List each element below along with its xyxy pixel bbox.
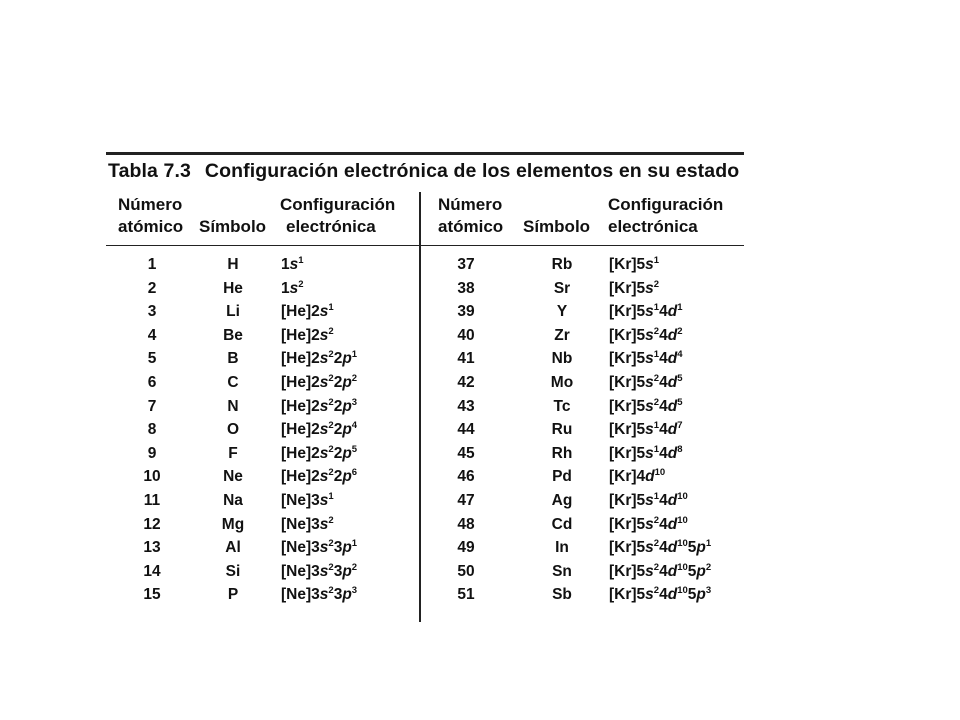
config-segment: s — [319, 539, 329, 557]
electron-configuration — [609, 468, 665, 486]
config-segment: d — [667, 562, 678, 580]
config-segment: s — [645, 303, 654, 321]
element-symbol: Si — [225, 562, 241, 580]
electron-configuration — [609, 374, 682, 392]
config-segment: 2 — [653, 561, 660, 573]
atomic-number: 37 — [457, 256, 475, 273]
config-segment: [He]2 — [281, 421, 320, 439]
config-segment: s — [645, 256, 654, 273]
electron-configuration — [609, 398, 682, 416]
config-segment: 2 — [328, 325, 334, 337]
config-segment: 10 — [677, 561, 688, 573]
electron-configuration — [281, 398, 357, 416]
config-segment: s — [289, 279, 299, 297]
config-segment: d — [667, 350, 678, 368]
config-segment: [Kr]5 — [609, 303, 646, 321]
config-segment: d — [667, 539, 678, 557]
config-segment: 4 — [351, 420, 358, 432]
config-segment: 5 — [687, 562, 697, 580]
config-segment: 1 — [653, 255, 660, 266]
atomic-number: 51 — [457, 586, 475, 604]
config-segment: 4 — [659, 303, 668, 321]
atomic-number: 40 — [457, 326, 475, 344]
config-segment: 5 — [687, 539, 697, 557]
config-segment: d — [667, 397, 678, 415]
config-segment: 1 — [705, 538, 712, 550]
config-segment: 7 — [677, 420, 683, 432]
config-segment: 2 — [333, 421, 343, 439]
config-segment: p — [342, 373, 352, 391]
config-segment: d — [667, 586, 678, 604]
config-segment: [Kr]5 — [609, 326, 646, 344]
electron-configuration — [281, 492, 334, 510]
header-simbolo-left: Símbolo — [199, 217, 267, 236]
config-segment: s — [645, 586, 654, 604]
config-segment: p — [696, 539, 706, 557]
config-segment: [Kr]5 — [609, 279, 646, 297]
config-segment: 2 — [328, 561, 334, 573]
element-symbol: P — [227, 586, 239, 604]
config-segment: 5 — [677, 396, 683, 408]
column-divider — [419, 192, 421, 622]
config-segment: s — [645, 421, 654, 439]
element-symbol: O — [226, 421, 240, 439]
element-symbol: Al — [225, 539, 241, 557]
config-segment: 2 — [653, 538, 660, 550]
config-segment: s — [319, 491, 329, 509]
config-segment: 4 — [659, 586, 668, 604]
config-segment: 2 — [653, 325, 660, 337]
config-segment: [He]2 — [281, 373, 320, 391]
atomic-number: 41 — [457, 350, 475, 368]
config-segment: p — [342, 539, 352, 557]
config-segment: s — [319, 421, 329, 439]
config-segment: 3 — [351, 396, 358, 408]
config-segment: p — [342, 468, 352, 486]
config-segment: [Ne]3 — [281, 515, 320, 533]
config-segment: 3 — [333, 562, 343, 580]
electron-configuration — [281, 539, 357, 557]
config-segment: 3 — [333, 586, 343, 604]
config-segment: 5 — [687, 586, 697, 604]
config-segment: [Ne]3 — [281, 562, 320, 580]
config-segment: [Kr]5 — [609, 444, 646, 462]
config-segment: 2 — [705, 561, 712, 573]
config-segment: 1 — [328, 490, 334, 502]
config-segment: 2 — [328, 443, 334, 455]
config-segment: [Kr]5 — [609, 421, 646, 439]
config-segment: 4 — [659, 373, 668, 391]
electron-configuration — [609, 256, 659, 274]
element-symbol: Pd — [552, 468, 572, 486]
config-segment: s — [645, 491, 654, 509]
config-segment: 5 — [351, 443, 358, 455]
config-segment: d — [667, 373, 678, 391]
config-segment: s — [319, 444, 329, 462]
header-configuracion-right: Configuración electrónica — [608, 195, 724, 236]
table-caption: Configuración electrónica de los elementos en su estado — [204, 160, 740, 182]
atomic-number: 15 — [143, 586, 161, 604]
atomic-number: 10 — [143, 468, 161, 486]
config-segment: [He]2 — [281, 326, 320, 344]
electron-configuration — [281, 327, 334, 345]
header-configuracion-left: Configuración electrónica — [280, 195, 396, 236]
config-segment: 4 — [659, 444, 668, 462]
electron-configuration — [281, 586, 357, 604]
electron-configuration — [281, 468, 357, 486]
config-segment: [Kr]5 — [609, 350, 646, 368]
config-segment: p — [342, 397, 352, 415]
config-segment: s — [645, 562, 654, 580]
config-segment: 2 — [653, 396, 660, 408]
atomic-number: 9 — [147, 444, 157, 462]
config-segment: 10 — [677, 514, 688, 526]
config-segment: 3 — [705, 585, 712, 597]
table-number: Tabla 7.3 — [108, 160, 191, 182]
element-symbol: B — [227, 350, 239, 368]
atomic-number: 44 — [457, 421, 475, 439]
config-segment: 4 — [659, 515, 668, 533]
config-segment: s — [319, 397, 329, 415]
element-symbol: In — [555, 539, 569, 557]
config-segment: 4 — [659, 539, 668, 557]
element-symbol: Li — [226, 303, 240, 321]
atomic-number: 13 — [143, 539, 161, 557]
element-symbol: Tc — [553, 397, 571, 415]
config-segment: s — [645, 350, 654, 368]
config-segment: d — [667, 515, 678, 533]
electron-configuration — [609, 516, 688, 534]
config-segment: s — [319, 562, 329, 580]
config-segment: [Kr]4 — [609, 468, 646, 486]
atomic-number: 3 — [147, 303, 157, 321]
element-symbol: Y — [556, 303, 568, 321]
electron-configuration — [609, 445, 682, 463]
config-segment: [He]2 — [281, 444, 320, 462]
config-segment: s — [319, 350, 329, 368]
config-segment: p — [696, 562, 706, 580]
electron-configuration — [609, 492, 688, 510]
config-segment: [Kr]5 — [609, 373, 646, 391]
element-symbol: He — [223, 279, 243, 297]
config-segment: [Kr]5 — [609, 586, 646, 604]
config-segment: 10 — [677, 490, 688, 502]
config-segment: [He]2 — [281, 397, 320, 415]
element-symbol: Rh — [551, 444, 573, 462]
config-segment: 2 — [328, 349, 334, 361]
config-segment: 1 — [351, 349, 358, 361]
atomic-number: 43 — [457, 397, 475, 415]
config-segment: 10 — [654, 467, 666, 479]
config-segment: d — [667, 303, 678, 321]
config-segment: d — [667, 421, 678, 439]
config-segment: 2 — [298, 278, 304, 290]
electron-configuration — [609, 539, 711, 557]
config-segment: [Kr]5 — [609, 256, 646, 273]
element-symbol: Ne — [223, 468, 243, 486]
atomic-number: 5 — [147, 350, 157, 368]
electron-configuration — [609, 280, 659, 298]
config-segment: s — [319, 373, 329, 391]
config-segment: p — [342, 421, 352, 439]
config-segment: 2 — [653, 372, 660, 384]
element-symbol: Ag — [551, 491, 573, 509]
config-segment: 1 — [351, 538, 358, 550]
config-segment: p — [342, 586, 352, 604]
config-segment: 2 — [333, 444, 343, 462]
atomic-number: 38 — [457, 279, 475, 297]
header-numero-atomico-left: Número atómico — [118, 195, 184, 236]
table-title — [108, 160, 739, 183]
atomic-number: 1 — [147, 256, 157, 273]
electron-configuration — [609, 303, 682, 321]
element-symbol: Sn — [552, 562, 572, 580]
element-symbol: C — [227, 373, 239, 391]
element-symbol: H — [227, 256, 239, 273]
config-segment: s — [645, 326, 654, 344]
element-symbol: Cd — [551, 515, 573, 533]
electron-configuration — [281, 516, 334, 534]
config-segment: 4 — [659, 562, 668, 580]
atomic-number: 11 — [143, 491, 161, 509]
element-symbol: Sr — [553, 279, 571, 297]
config-segment: s — [645, 515, 654, 533]
config-segment: s — [319, 326, 329, 344]
config-segment: 1 — [328, 302, 334, 314]
config-segment: [He]2 — [281, 303, 320, 321]
electron-configuration — [609, 350, 682, 368]
config-segment: 2 — [328, 420, 334, 432]
header-simbolo-right: Símbolo — [523, 217, 591, 236]
config-segment: 6 — [351, 467, 358, 479]
atomic-number: 2 — [147, 279, 157, 297]
config-segment: 2 — [653, 514, 660, 526]
header-numero-atomico-right: Número atómico — [438, 195, 504, 236]
electron-configuration — [281, 303, 334, 321]
atomic-number: 14 — [143, 562, 161, 580]
atomic-number: 49 — [457, 539, 475, 557]
config-segment: 1 — [281, 279, 290, 297]
top-rule — [106, 152, 744, 155]
config-segment: 4 — [659, 397, 668, 415]
element-symbol: Nb — [551, 350, 573, 368]
element-symbol: Sb — [552, 586, 572, 604]
config-segment: 8 — [677, 443, 683, 455]
config-segment: 2 — [351, 372, 358, 384]
electron-configuration — [281, 350, 357, 368]
config-segment: [Ne]3 — [281, 491, 320, 509]
config-segment: 1 — [653, 349, 660, 361]
config-segment: d — [667, 326, 678, 344]
element-symbol: Be — [223, 326, 243, 344]
config-segment: [Kr]5 — [609, 562, 646, 580]
atomic-number: 6 — [147, 373, 157, 391]
config-segment: 5 — [677, 372, 683, 384]
config-segment: 2 — [351, 561, 358, 573]
atomic-number: 45 — [457, 444, 475, 462]
electron-configuration — [609, 563, 711, 581]
atomic-number: 46 — [457, 468, 475, 486]
config-segment: s — [289, 256, 299, 273]
config-segment: [Kr]5 — [609, 515, 646, 533]
config-segment: 2 — [333, 373, 343, 391]
config-segment: s — [319, 468, 329, 486]
atomic-number: 42 — [457, 373, 475, 391]
config-segment: 2 — [328, 396, 334, 408]
atomic-number: 8 — [147, 421, 157, 439]
config-segment: s — [645, 279, 654, 297]
config-segment: 4 — [677, 349, 683, 361]
config-segment: d — [645, 468, 655, 486]
config-segment: 3 — [333, 539, 343, 557]
config-segment: [Kr]5 — [609, 397, 646, 415]
atomic-number: 4 — [147, 326, 157, 344]
electron-configuration — [609, 327, 682, 345]
header-rule — [106, 245, 744, 246]
config-segment: 4 — [659, 421, 668, 439]
config-segment: [Kr]5 — [609, 539, 646, 557]
electron-configuration — [609, 586, 711, 604]
atomic-number: 50 — [457, 562, 475, 580]
config-segment: [Kr]5 — [609, 491, 646, 509]
config-segment: 1 — [677, 302, 683, 314]
atomic-number: 12 — [143, 515, 161, 533]
config-segment: 1 — [653, 302, 660, 314]
element-symbol: Mg — [221, 515, 245, 533]
atomic-number: 7 — [147, 397, 157, 415]
config-segment: 1 — [298, 255, 304, 266]
config-segment: 4 — [659, 350, 668, 368]
element-symbol: Na — [223, 491, 243, 509]
config-segment: [He]2 — [281, 350, 320, 368]
config-segment: 1 — [653, 490, 660, 502]
config-segment: 4 — [659, 326, 668, 344]
config-segment: 2 — [328, 372, 334, 384]
element-symbol: Zr — [554, 326, 570, 344]
config-segment: s — [645, 397, 654, 415]
electron-configuration — [281, 445, 357, 463]
electron-configuration — [609, 421, 682, 439]
config-segment: 10 — [677, 585, 688, 597]
config-segment: s — [645, 444, 654, 462]
atomic-number: 39 — [457, 303, 475, 321]
element-symbol: Rb — [551, 256, 573, 273]
config-segment: p — [342, 350, 352, 368]
config-segment: 10 — [677, 538, 688, 550]
electron-configuration — [281, 563, 357, 581]
config-segment: p — [342, 444, 352, 462]
config-segment: 2 — [333, 350, 343, 368]
config-segment: 2 — [328, 514, 334, 526]
table-document — [106, 152, 744, 622]
config-segment: p — [696, 586, 706, 604]
element-symbol: Mo — [550, 373, 574, 391]
config-segment: 2 — [677, 325, 683, 337]
config-segment: 2 — [333, 397, 343, 415]
config-segment: d — [667, 444, 678, 462]
config-segment: s — [645, 373, 654, 391]
config-segment: s — [319, 515, 329, 533]
config-segment: 2 — [328, 538, 334, 550]
config-segment: d — [667, 491, 678, 509]
config-segment: 4 — [659, 491, 668, 509]
config-segment: 2 — [328, 585, 334, 597]
config-segment: [He]2 — [281, 468, 320, 486]
atomic-number: 47 — [457, 491, 475, 509]
element-symbol: N — [227, 397, 239, 415]
element-symbol: F — [228, 444, 238, 462]
electron-configuration — [281, 256, 304, 274]
config-segment: [Ne]3 — [281, 539, 320, 557]
config-segment: 2 — [333, 468, 343, 486]
electron-configuration — [281, 280, 304, 298]
config-segment: p — [342, 562, 352, 580]
config-segment: 3 — [351, 585, 358, 597]
config-segment: s — [319, 586, 329, 604]
config-segment: 2 — [653, 278, 660, 290]
config-segment: s — [319, 303, 329, 321]
config-segment: 1 — [653, 420, 660, 432]
config-segment: 1 — [653, 443, 660, 455]
atomic-number: 48 — [457, 515, 475, 533]
config-segment: 2 — [328, 467, 334, 479]
electron-configuration — [281, 374, 357, 392]
config-segment: 2 — [653, 585, 660, 597]
electron-configuration — [281, 421, 357, 439]
element-symbol: Ru — [551, 421, 573, 439]
config-segment: 1 — [281, 256, 290, 273]
config-segment: [Ne]3 — [281, 586, 320, 604]
config-segment: s — [645, 539, 654, 557]
